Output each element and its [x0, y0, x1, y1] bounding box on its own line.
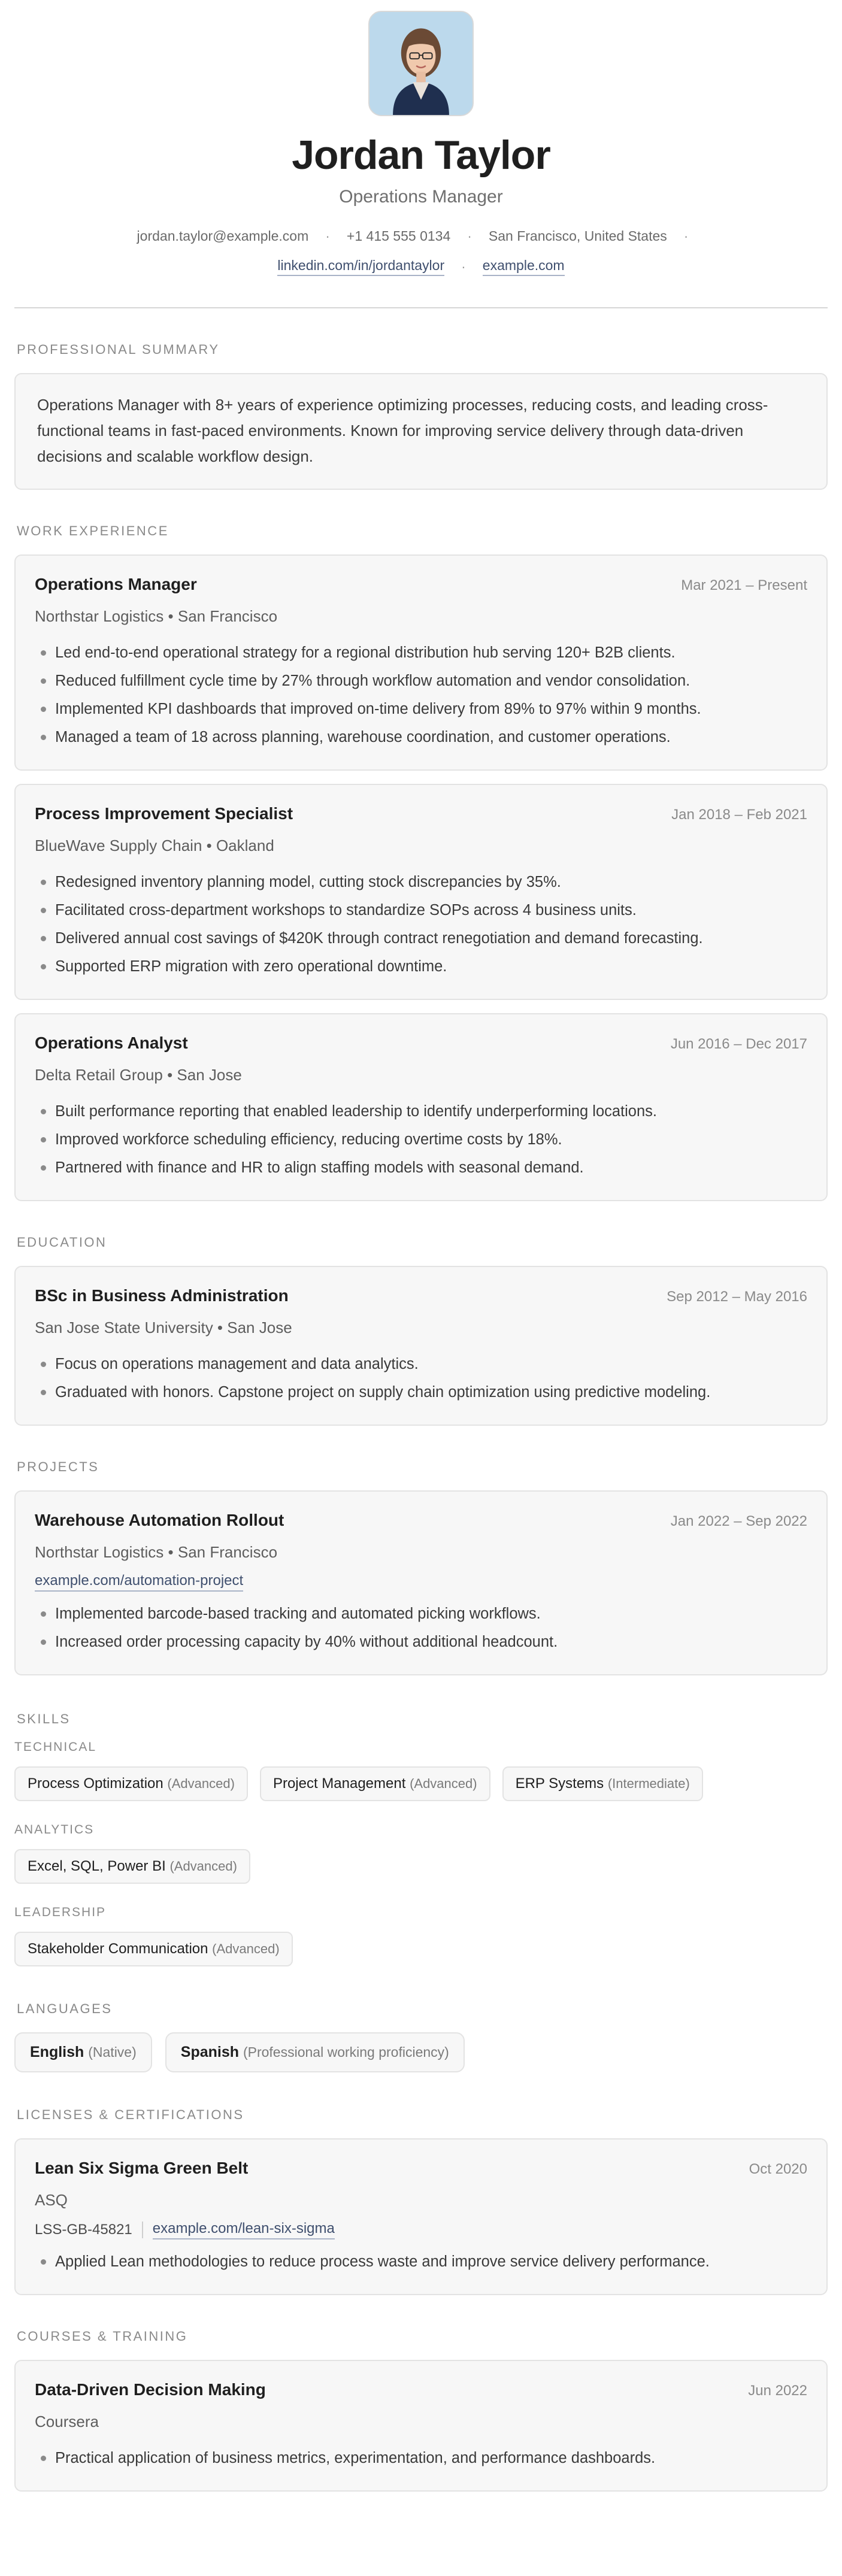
company-name: Delta Retail Group • San Jose [35, 1065, 242, 1084]
job-dates: Jun 2016 – Dec 2017 [670, 1035, 807, 1052]
divider [142, 2222, 143, 2238]
language-level: (Native) [88, 2044, 137, 2060]
language-chips [14, 2032, 828, 2072]
profile-photo [368, 11, 474, 116]
experience-list [14, 554, 828, 1201]
contact-info [14, 228, 828, 244]
person-portrait-icon [369, 12, 473, 115]
separator: · [683, 228, 689, 244]
degree-title: BSc in Business Administration [35, 1286, 289, 1305]
project-dates: Jan 2022 – Sep 2022 [670, 1513, 807, 1529]
certification-meta [35, 2220, 807, 2239]
skill-chip [14, 1932, 293, 1966]
list-item: Improved workforce scheduling efficiency, reducing overtime costs by 18%. [55, 1126, 807, 1154]
list-item: Facilitated cross-department workshops to standardize SOPs across 4 business units. [55, 896, 807, 925]
section-title-certifications: LICENSES & CERTIFICATIONS [17, 2107, 244, 2122]
skill-level: (Advanced) [169, 1858, 237, 1874]
skill-level: (Advanced) [410, 1775, 477, 1791]
certification-link[interactable]: example.com/lean-six-sigma [153, 2220, 335, 2239]
language-chip [165, 2032, 465, 2072]
skill-chips-analytics [14, 1849, 828, 1884]
language-level: (Professional working proficiency) [243, 2044, 449, 2060]
project-title: Warehouse Automation Rollout [35, 1510, 284, 1529]
job-dates: Jan 2018 – Feb 2021 [671, 806, 807, 823]
skill-name: Stakeholder Communication [28, 1940, 208, 1957]
email[interactable]: jordan.taylor@example.com [137, 228, 309, 244]
language-name: Spanish [180, 2043, 240, 2060]
skill-level: (Advanced) [212, 1941, 280, 1956]
summary-card: Operations Manager with 8+ years of experience optimizing processes, reducing costs, and leading cross-functional teams in fast-paced environments. Known for improving service delivery through data-driven decisions and scalable workflow design. [14, 373, 828, 490]
project-link[interactable]: example.com/automation-project [35, 1572, 243, 1592]
course-card [14, 2360, 828, 2492]
candidate-name: Jordan Taylor [292, 132, 550, 178]
section-title-experience: WORK EXPERIENCE [17, 523, 169, 538]
skill-level: (Advanced) [167, 1775, 235, 1791]
list-item: Graduated with honors. Capstone project on supply chain optimization using predictive modeling. [55, 1378, 807, 1407]
course-provider: Coursera [35, 2412, 99, 2430]
education-dates: Sep 2012 – May 2016 [667, 1288, 807, 1305]
job-dates: Mar 2021 – Present [681, 577, 807, 593]
course-date: Jun 2022 [748, 2382, 807, 2399]
list-item: Partnered with finance and HR to align staffing models with seasonal demand. [55, 1154, 807, 1182]
list-item: Practical application of business metrics, experimentation, and performance dashboards. [55, 2444, 807, 2472]
credential-id: LSS-GB-45821 [35, 2221, 132, 2238]
list-item: Led end-to-end operational strategy for a regional distribution hub serving 120+ B2B clients. [55, 639, 807, 667]
linkedin-link[interactable]: linkedin.com/in/jordantaylor [277, 257, 444, 276]
list-item: Redesigned inventory planning model, cutting stock discrepancies by 35%. [55, 868, 807, 896]
job-bullets [35, 868, 807, 981]
job-bullets [35, 1098, 807, 1182]
certification-card [14, 2138, 828, 2295]
job-title: Operations Analyst [35, 1033, 188, 1052]
list-item: Built performance reporting that enabled leadership to identify underperforming locations. [55, 1098, 807, 1126]
school-name: San Jose State University • San Jose [35, 1318, 292, 1337]
list-item: Implemented barcode-based tracking and automated picking workflows. [55, 1600, 807, 1628]
section-title-projects: PROJECTS [17, 1459, 99, 1474]
resume-header [14, 11, 828, 276]
separator: · [325, 228, 330, 244]
language-name: English [30, 2043, 84, 2060]
skill-chip [14, 1766, 248, 1801]
location: San Francisco, United States [488, 228, 667, 244]
skill-chips-technical [14, 1766, 828, 1801]
company-name: Northstar Logistics • San Francisco [35, 607, 278, 625]
skill-category-analytics: ANALYTICS [14, 1822, 95, 1836]
skill-chip [260, 1766, 490, 1801]
course-bullets [35, 2444, 807, 2472]
separator: · [467, 228, 472, 244]
section-title-courses: COURSES & TRAINING [17, 2328, 188, 2344]
job-title: Operations Manager [35, 574, 197, 593]
project-bullets [35, 1600, 807, 1656]
job-bullets [35, 639, 807, 751]
education-card [14, 1266, 828, 1426]
candidate-title: Operations Manager [339, 186, 503, 207]
certification-date: Oct 2020 [749, 2160, 807, 2177]
list-item: Supported ERP migration with zero operational downtime. [55, 953, 807, 981]
skill-name: Process Optimization [28, 1775, 163, 1792]
list-item: Applied Lean methodologies to reduce process waste and improve service delivery performance. [55, 2248, 807, 2276]
skill-chips-leadership [14, 1932, 828, 1966]
skill-category-leadership: LEADERSHIP [14, 1905, 107, 1919]
skill-name: Excel, SQL, Power BI [28, 1857, 166, 1874]
project-card [14, 1490, 828, 1675]
skill-category-technical: TECHNICAL [14, 1739, 97, 1754]
list-item: Focus on operations management and data analytics. [55, 1350, 807, 1378]
list-item: Reduced fulfillment cycle time by 27% through workflow automation and vendor consolidation. [55, 667, 807, 695]
list-item: Increased order processing capacity by 40% without additional headcount. [55, 1628, 807, 1656]
section-title-summary: PROFESSIONAL SUMMARY [17, 341, 220, 357]
experience-card [14, 554, 828, 771]
job-title: Process Improvement Specialist [35, 804, 293, 823]
experience-card [14, 784, 828, 1000]
section-title-skills: SKILLS [17, 1711, 71, 1726]
skill-name: Project Management [272, 1775, 406, 1792]
phone[interactable]: +1 415 555 0134 [346, 228, 451, 244]
skill-chip [502, 1766, 703, 1801]
language-chip [14, 2032, 152, 2072]
certification-bullets [35, 2248, 807, 2276]
section-title-education: EDUCATION [17, 1234, 107, 1250]
experience-card [14, 1013, 828, 1201]
header-divider [14, 307, 828, 308]
list-item: Managed a team of 18 across planning, warehouse coordination, and customer operations. [55, 723, 807, 751]
education-bullets [35, 1350, 807, 1407]
skill-chip [14, 1849, 250, 1884]
project-org: Northstar Logistics • San Francisco [35, 1542, 278, 1561]
company-name: BlueWave Supply Chain • Oakland [35, 836, 274, 854]
section-title-languages: LANGUAGES [17, 2001, 113, 2016]
skill-level: (Intermediate) [607, 1775, 690, 1791]
certification-title: Lean Six Sigma Green Belt [35, 2158, 249, 2177]
website-link[interactable]: example.com [483, 257, 565, 276]
certification-issuer: ASQ [35, 2190, 68, 2209]
separator: · [461, 258, 466, 274]
course-title: Data-Driven Decision Making [35, 2380, 266, 2399]
list-item: Delivered annual cost savings of $420K through contract renegotiation and demand forecasting. [55, 925, 807, 953]
profile-links [14, 257, 828, 276]
skill-name: ERP Systems [515, 1775, 604, 1792]
list-item: Implemented KPI dashboards that improved on-time delivery from 89% to 97% within 9 months. [55, 695, 807, 723]
